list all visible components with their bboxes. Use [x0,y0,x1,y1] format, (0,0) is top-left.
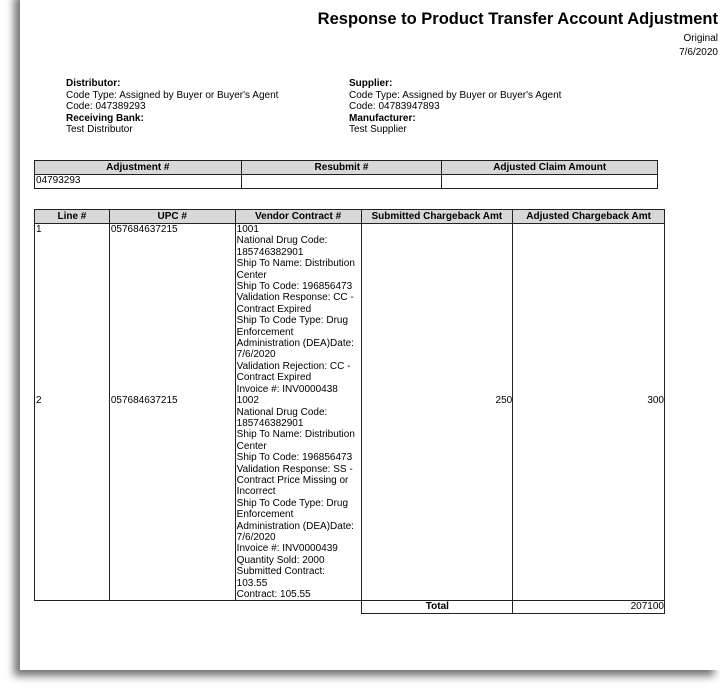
lines-header-row [35,210,665,224]
vendor-contract-line: Ship To Code: 196856473 [236,452,353,464]
vendor-contract-line: Ship To Code Type: Drug [236,315,349,327]
adjusted-chargeback-header: Adjusted Chargeback Amt [513,210,665,224]
document-status: Original [683,33,718,44]
upc-header: UPC # [109,210,235,224]
vendor-contract-line: Validation Response: CC - [236,292,354,304]
manufacturer-label: Manufacturer: [349,112,416,124]
submitted-chargeback-cell [361,224,513,396]
resubmit-number-cell [241,175,442,189]
adjustment-number-header: Adjustment # [35,161,242,175]
supplier-code: Code: 04783947893 [349,101,440,112]
adjusted-claim-amount-cell [442,175,658,189]
vendor-contract-cell [235,224,361,396]
vendor-contract-line: 103.55 [236,577,268,589]
vendor-contract-line: Contract Expired [236,372,312,384]
supplier-block [349,78,561,136]
vendor-contract-line: 185746382901 [236,246,304,258]
adjustment-header-row [35,161,658,175]
vendor-contract-line: Contract: 105.55 [236,589,311,600]
distributor-code-type: Code Type: Assigned by Buyer or Buyer's Agent [66,89,279,101]
vendor-contract-line: Contract Expired [236,303,312,315]
adjustment-table [34,160,658,189]
vendor-contract-cell [235,395,361,601]
total-label: Total [361,601,513,614]
document-title: Response to Product Transfer Account Adjustment [317,10,718,28]
vendor-contract-line: Validation Response: SS - [236,463,353,475]
document-date: 7/6/2020 [679,47,718,58]
vendor-contract-line: Administration (DEA)Date: [236,338,354,350]
receiving-bank-label: Receiving Bank: [66,112,144,124]
total-row [35,601,665,614]
adjusted-chargeback-cell [513,224,665,396]
table-row [35,395,665,601]
vendor-contract-line: Ship To Name: Distribution [236,429,355,441]
line-number-cell: 2 [35,395,110,601]
vendor-contract-line: 1001 [236,224,259,235]
table-row [35,224,665,396]
vendor-contract-line: Invoice #: INV0000438 [236,383,338,395]
vendor-contract-line: Ship To Code: 196856473 [236,281,353,293]
vendor-contract-line: 7/6/2020 [236,349,276,361]
adjusted-chargeback-cell: 300 [513,395,665,601]
distributor-code: Code: 047389293 [66,101,146,112]
vendor-contract-line: Ship To Code Type: Drug [236,497,349,509]
vendor-contract-line: Center [236,269,267,281]
vendor-contract-line: Validation Rejection: CC - [236,360,351,372]
vendor-contract-line: Invoice #: INV0000439 [236,543,338,555]
vendor-contract-line: Quantity Sold: 2000 [236,554,325,566]
vendor-contract-line: National Drug Code: [236,406,328,418]
vendor-contract-line: Administration (DEA)Date: [236,520,354,532]
distributor-block [66,78,278,136]
resubmit-number-header: Resubmit # [241,161,442,175]
vendor-contract-line: 7/6/2020 [236,531,276,543]
manufacturer-value: Test Supplier [349,124,407,135]
supplier-code-type: Code Type: Assigned by Buyer or Buyer's Agent [349,89,562,101]
submitted-chargeback-header: Submitted Chargeback Amt [361,210,513,224]
submitted-chargeback-cell: 250 [361,395,513,601]
vendor-contract-line: 1002 [236,395,259,407]
upc-cell: 057684637215 [109,224,235,396]
distributor-label: Distributor: [66,78,121,89]
lines-table [34,209,665,614]
adjustment-number-cell: 04793293 [35,175,242,189]
document-page [20,0,720,670]
supplier-label: Supplier: [349,78,393,89]
total-value: 207100 [513,601,665,614]
adjustment-row [35,175,658,189]
line-number-header: Line # [35,210,110,224]
vendor-contract-line: Enforcement [236,509,294,521]
vendor-contract-line: Contract Price Missing or [236,474,349,486]
receiving-bank-value: Test Distributor [66,124,133,135]
vendor-contract-line: 185746382901 [236,417,304,429]
vendor-contract-line: Enforcement [236,326,294,338]
vendor-contract-line: Submitted Contract: [236,566,326,578]
vendor-contract-line: National Drug Code: [236,235,328,247]
adjusted-claim-amount-header: Adjusted Claim Amount [442,161,658,175]
line-number-cell: 1 [35,224,110,396]
vendor-contract-line: Center [236,440,267,452]
upc-cell: 057684637215 [109,395,235,601]
vendor-contract-line: Ship To Name: Distribution [236,258,355,270]
vendor-contract-header: Vendor Contract # [235,210,361,224]
vendor-contract-line: Incorrect [236,486,276,498]
